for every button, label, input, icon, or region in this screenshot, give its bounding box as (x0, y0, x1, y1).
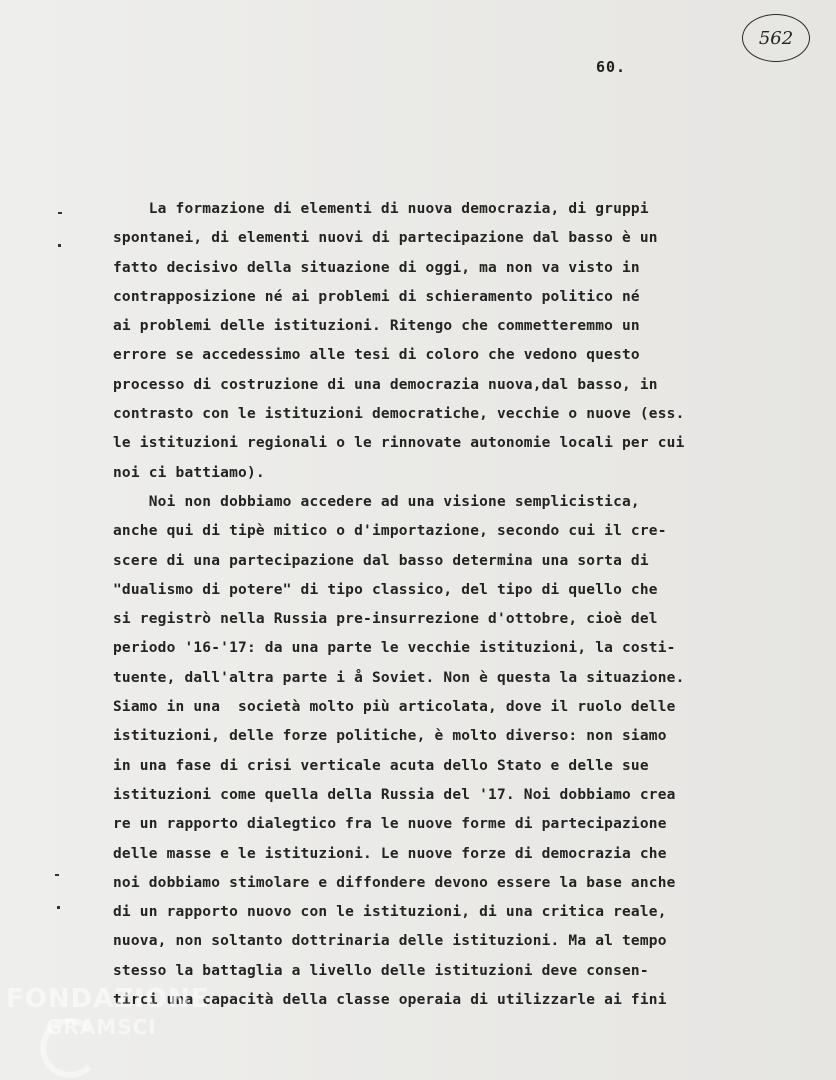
text-line: contrapposizione né ai problemi di schieramento politico né (113, 288, 640, 305)
text-line: Siamo in una società molto più articolata, dove il ruolo delle (113, 699, 676, 716)
foundation-watermark (6, 985, 209, 1041)
text-line: anche qui di tipè mitico o d'importazione, secondo cui il cre- (113, 523, 667, 540)
text-line: tuente, dall'altra parte i å Soviet. Non è questa la situazione. (113, 669, 685, 686)
text-line: istituzioni come quella della Russia del '17. Noi dobbiamo crea (113, 786, 676, 803)
text-line: errore se accedessimo alle tesi di coloro che vedono questo (113, 347, 640, 364)
text-line: tirci una capacità della classe operaia di utilizzarle ai fini (113, 992, 667, 1009)
text-line: scere di una partecipazione dal basso determina una sorta di (113, 552, 649, 569)
text-line: noi dobbiamo stimolare e diffondere devono essere la base anche (113, 874, 676, 891)
text-line: La formazione di elementi di nuova democrazia, di gruppi (113, 201, 649, 217)
text-line: istituzioni, delle forze politiche, è molto diverso: non siamo (113, 728, 667, 745)
text-line: nuova, non soltanto dottrinaria delle istituzioni. Ma al tempo (113, 933, 667, 950)
text-line: "dualismo di potere" di tipo classico, del tipo di quello che (113, 581, 658, 598)
text-line: contrasto con le istituzioni democratiche, vecchie o nuove (ess. (113, 406, 685, 423)
watermark-line-2: GRAMSCI (46, 1015, 157, 1039)
text-line: Noi non dobbiamo accedere ad una visione semplicistica, (113, 493, 640, 510)
page-number: 60. (596, 58, 627, 76)
text-line: delle masse e le istituzioni. Le nuove forze di democrazia che (113, 845, 667, 862)
watermark-line-1: FONDAZIONE (6, 984, 210, 1014)
text-line: di un rapporto nuovo con le istituzioni, di una critica reale, (113, 904, 667, 921)
text-line: processo di costruzione di una democrazia nuova,dal basso, in (113, 376, 658, 393)
archive-stamp: 562 (742, 14, 810, 62)
margin-mark (58, 212, 62, 214)
text-line: ai problemi delle istituzioni. Ritengo che commetteremmo un (113, 318, 640, 335)
text-line: noi ci battiamo). (113, 464, 265, 481)
text-line: si registrò nella Russia pre-insurrezione d'ottobre, cioè del (113, 611, 658, 628)
text-line: in una fase di crisi verticale acuta dello Stato e delle sue (113, 757, 649, 774)
text-line: le istituzioni regionali o le rinnovate autonomie locali per cui (113, 435, 685, 452)
text-line: spontanei, di elementi nuovi di partecipazione dal basso è un (113, 230, 658, 247)
margin-mark (58, 244, 61, 247)
margin-mark (57, 906, 60, 909)
body-text (113, 195, 753, 1015)
margin-mark (55, 874, 59, 876)
text-line: stesso la battaglia a livello delle istituzioni deve consen- (113, 962, 649, 979)
text-line: periodo '16-'17: da una parte le vecchie istituzioni, la costi- (113, 640, 676, 657)
text-line: fatto decisivo della situazione di oggi, ma non va visto in (113, 259, 640, 276)
text-line: re un rapporto dialegtico fra le nuove forme di partecipazione (113, 816, 667, 833)
